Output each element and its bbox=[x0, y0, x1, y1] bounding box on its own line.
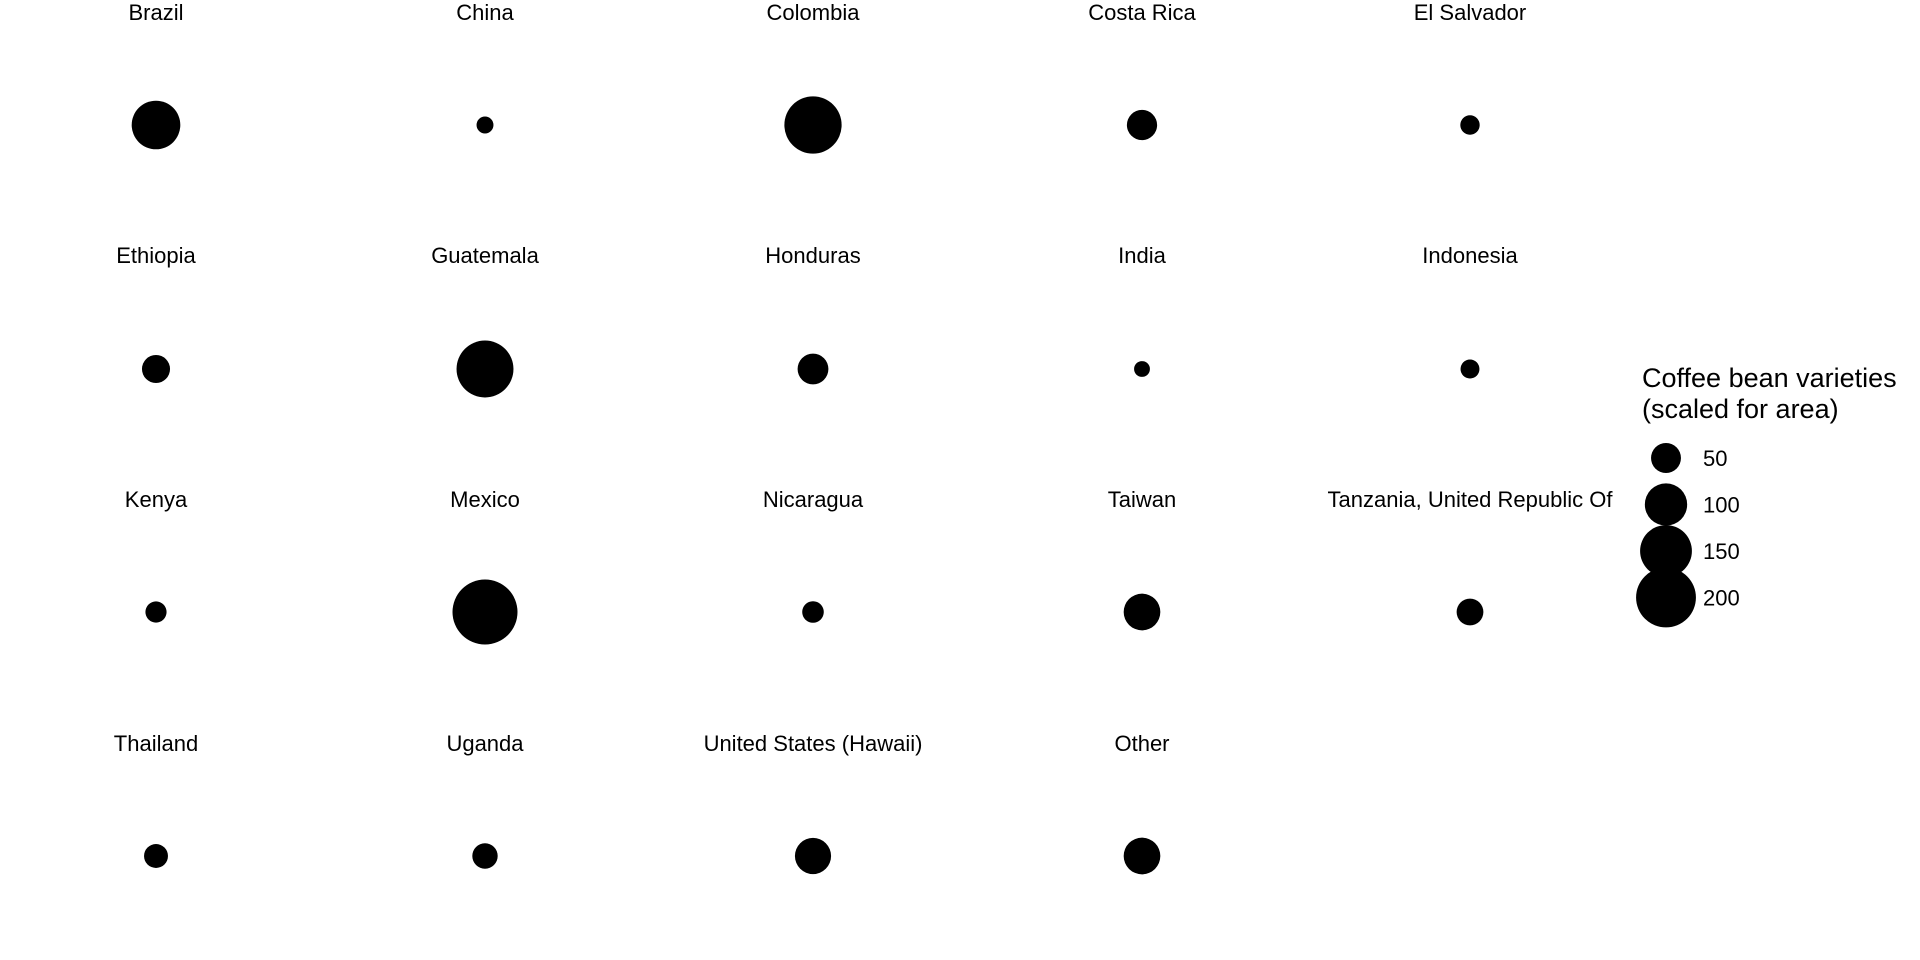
legend-key-point bbox=[1651, 443, 1681, 473]
facet-panel bbox=[128, 0, 183, 149]
legend-title-line-1: Coffee bean varieties bbox=[1642, 363, 1897, 393]
facet-label: Tanzania, United Republic Of bbox=[1327, 487, 1613, 512]
facet-panel bbox=[116, 243, 196, 383]
facet-label: Mexico bbox=[450, 487, 520, 512]
facet-label: Colombia bbox=[766, 0, 860, 25]
legend-title-line-2: (scaled for area) bbox=[1642, 394, 1839, 424]
facet-panel bbox=[431, 243, 539, 397]
data-point bbox=[784, 96, 841, 153]
facet-label: Other bbox=[1114, 731, 1170, 756]
data-point bbox=[1127, 110, 1157, 140]
legend-key-label: 50 bbox=[1703, 446, 1728, 471]
data-point bbox=[795, 838, 831, 874]
data-point bbox=[802, 601, 824, 623]
legend-key-point bbox=[1645, 483, 1687, 525]
data-point bbox=[453, 580, 518, 645]
facet-label: Uganda bbox=[446, 731, 524, 756]
facet-label: United States (Hawaii) bbox=[703, 731, 923, 756]
facet-panel bbox=[1328, 487, 1614, 625]
data-point bbox=[798, 354, 829, 385]
data-point bbox=[477, 117, 494, 134]
facet-label: Thailand bbox=[113, 731, 199, 756]
facet-label: Honduras bbox=[765, 243, 861, 268]
legend-key-label: 100 bbox=[1703, 492, 1740, 518]
data-point bbox=[1460, 115, 1479, 134]
data-point bbox=[144, 844, 168, 868]
facet-panel bbox=[450, 487, 520, 645]
facet-panel bbox=[767, 0, 861, 154]
facet-panel bbox=[1114, 731, 1169, 874]
facet-label: Ethiopia bbox=[116, 243, 196, 268]
facet-panel bbox=[765, 243, 860, 384]
data-point bbox=[142, 355, 170, 383]
facet-panel bbox=[763, 487, 864, 623]
facet-label: Taiwan bbox=[1107, 487, 1177, 512]
facet-label: Brazil bbox=[128, 0, 184, 25]
data-point bbox=[1124, 838, 1161, 875]
data-point bbox=[145, 601, 166, 622]
data-point bbox=[1124, 594, 1161, 631]
facet-label: Kenya bbox=[124, 487, 188, 512]
legend-key-label: 150 bbox=[1703, 539, 1740, 564]
data-point bbox=[472, 843, 497, 868]
facet-label: Guatemala bbox=[431, 243, 539, 268]
facet-panel bbox=[1118, 243, 1166, 377]
facet-panel bbox=[446, 731, 524, 869]
facet-label: India bbox=[1118, 243, 1166, 268]
facet-label: China bbox=[456, 0, 514, 25]
facet-label: Costa Rica bbox=[1088, 0, 1196, 25]
data-point bbox=[1461, 360, 1480, 379]
data-point bbox=[457, 341, 514, 398]
facet-panel bbox=[1088, 0, 1196, 140]
facet-panels bbox=[114, 0, 1614, 874]
facet-label: Indonesia bbox=[1422, 243, 1518, 268]
data-point bbox=[1134, 361, 1150, 377]
facet-panel bbox=[1414, 0, 1527, 135]
legend-key-point bbox=[1636, 568, 1696, 628]
facet-panel bbox=[456, 0, 514, 133]
legend-key-label: 200 bbox=[1703, 585, 1740, 611]
facet-panel bbox=[114, 731, 198, 868]
legend-keys bbox=[1636, 443, 1740, 627]
facet-label: Nicaragua bbox=[762, 487, 864, 512]
data-point bbox=[1457, 599, 1484, 626]
facet-label: El Salvador bbox=[1413, 0, 1527, 25]
facet-panel bbox=[1422, 243, 1518, 378]
facet-panel bbox=[704, 731, 923, 874]
data-point bbox=[132, 101, 181, 150]
facet-panel bbox=[125, 487, 188, 623]
facet-panel bbox=[1108, 487, 1176, 630]
size-legend bbox=[1636, 363, 1897, 627]
